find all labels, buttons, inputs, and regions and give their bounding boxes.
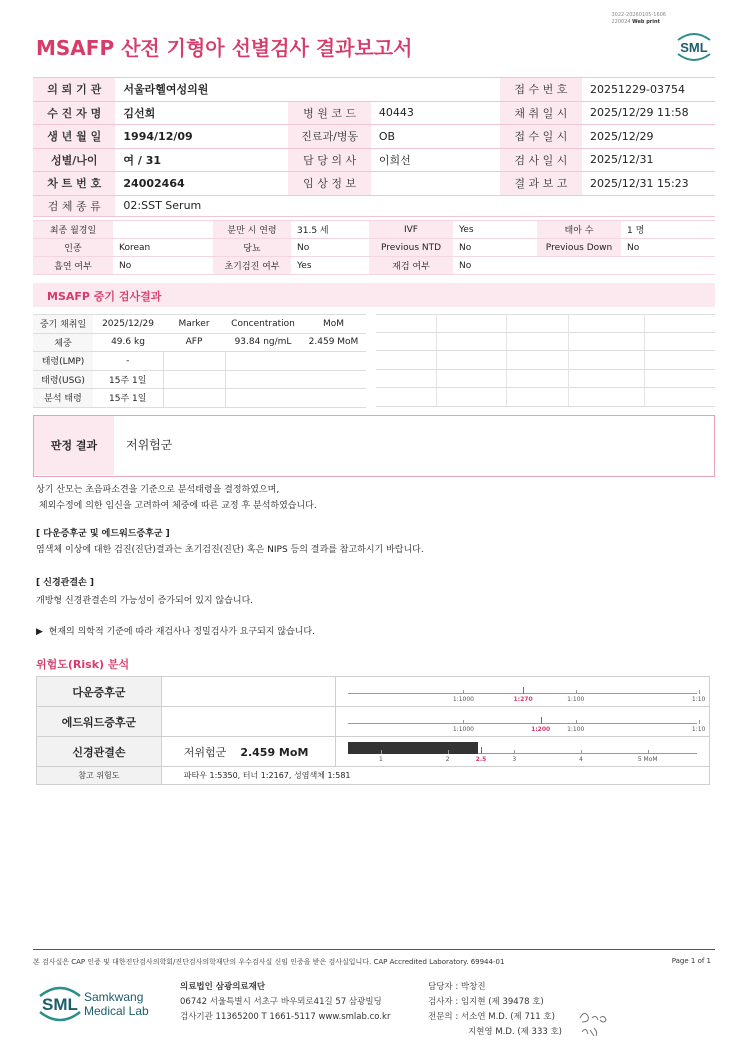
grid-line	[376, 350, 715, 351]
report-code-line: 3022-20260105-1606	[611, 12, 666, 18]
info-label: 검 사 일 시	[500, 148, 582, 172]
info-label: 수 진 자 명	[33, 101, 115, 125]
clinical-value: No	[453, 239, 537, 257]
info-value: 2025/12/31 15:23	[582, 172, 715, 196]
risk-graph	[335, 677, 709, 707]
comment-line: 상기 산모는 초음파소견을 기준으로 분석태령을 결정하였으며,	[36, 485, 280, 495]
scale-tick	[648, 750, 649, 754]
org-contact: 검사기관 11365200 T 1661-5117 www.smlab.co.kr	[180, 1012, 391, 1022]
risk-scale	[348, 707, 706, 736]
org-address: 06742 서울특별시 서초구 바우뫼로41길 57 삼광빌딩	[180, 997, 382, 1007]
clinical-label: 인종	[33, 239, 113, 257]
specimen-value: 02:SST Serum	[115, 195, 715, 216]
page-title: MSAFP 산전 기형아 선별검사 결과보고서	[36, 36, 413, 60]
results-cell: -	[93, 352, 163, 371]
clinical-label: 당뇨	[213, 239, 291, 257]
footer-logo	[36, 982, 176, 1030]
scale-axis	[348, 723, 697, 724]
clinical-value	[113, 221, 213, 239]
info-value: 24002464	[115, 172, 288, 196]
clinical-label: Previous NTD	[369, 239, 453, 257]
mom-bar	[348, 742, 479, 754]
info-value: 이희선	[371, 148, 500, 172]
clinical-value: No	[621, 239, 715, 257]
clinical-value: Yes	[453, 221, 537, 239]
grid-line	[568, 314, 569, 406]
scale-tick-label: 1:1000	[452, 726, 474, 733]
down-title: [ 다운증후군 및 에드워드증후군 ]	[36, 529, 170, 539]
info-value: 서울라헬여성의원	[115, 78, 499, 102]
scale-tick-label: 1:1000	[452, 696, 474, 703]
results-cell: 중기 채취일	[33, 315, 93, 334]
ref-value: 파타우 1:5350, 터너 1:2167, 성염색체 1:581	[161, 767, 709, 785]
clinical-value: No	[453, 257, 537, 275]
risk-result	[161, 737, 335, 767]
info-label: 병 원 코 드	[288, 101, 370, 125]
risk-scale	[348, 677, 706, 706]
info-value: 2025/12/29 11:58	[582, 101, 715, 125]
note-text: ▶ 현재의 의학적 기준에 따라 재검사나 정밀검사가 요구되지 않습니다.	[36, 627, 315, 637]
risk-title: 위험도(Risk) 분석	[36, 658, 130, 671]
results-cell: Marker	[163, 315, 225, 334]
clinical-value: Yes	[291, 257, 369, 275]
grid-line	[436, 314, 437, 406]
verdict-value: 저위험군	[126, 438, 173, 452]
info-label: 결 과 보 고	[500, 172, 582, 196]
org-info	[180, 980, 390, 1025]
sml-logo-text: SML	[680, 40, 708, 55]
info-label: 채 취 일 시	[500, 101, 582, 125]
info-label: 접 수 번 호	[500, 78, 582, 102]
staff-line: 지현영 M.D. (제 333 호)	[468, 1027, 563, 1037]
clinical-value: Korean	[113, 239, 213, 257]
info-label: 담 당 의 사	[288, 148, 370, 172]
staff-line: 전문의 : 서소연 M.D. (제 711 호)	[428, 1012, 555, 1022]
scale-tick	[481, 747, 482, 754]
risk-graph	[335, 707, 709, 737]
info-label: 진료과/병동	[288, 125, 370, 149]
info-label: 차 트 번 호	[33, 172, 115, 196]
patient-info-table	[33, 77, 715, 217]
results-cell: 93.84 ng/mL	[225, 333, 301, 352]
specimen-label: 검 체 종 류	[33, 195, 115, 216]
results-cell: 태령(USG)	[33, 370, 93, 389]
results-cell: 49.6 kg	[93, 333, 163, 352]
results-cell: AFP	[163, 333, 225, 352]
results-cell	[225, 352, 301, 371]
clinical-value	[621, 257, 715, 275]
staff-info	[428, 980, 562, 1040]
clinical-value: 31.5 세	[291, 221, 369, 239]
section-title: MSAFP 중기 검사결과	[33, 283, 715, 307]
scale-tick-label: 1:100	[567, 726, 585, 733]
scale-tick	[381, 750, 382, 754]
scale-tick	[523, 687, 524, 694]
risk-result	[161, 707, 335, 737]
results-row	[33, 389, 366, 408]
scale-tick-label: 1:10	[691, 726, 706, 733]
scale-tick	[463, 720, 464, 724]
scale-tick-label: 1:100	[567, 696, 585, 703]
mom-scale	[348, 737, 697, 766]
clinical-info-table	[33, 220, 715, 275]
results-row	[33, 370, 366, 389]
sml-footer-logo-text: SML	[42, 995, 78, 1014]
results-cell: MoM	[301, 315, 366, 334]
info-row	[33, 148, 715, 172]
info-label: 접 수 일 시	[500, 125, 582, 149]
clinical-value: No	[113, 257, 213, 275]
scale-tick-label: 3	[512, 756, 517, 763]
grid-line	[376, 387, 715, 388]
ntd-title: [ 신경관결손 ]	[36, 578, 94, 588]
risk-result	[161, 677, 335, 707]
sml-footer-logo-icon	[36, 982, 176, 1026]
grid-line	[376, 332, 715, 333]
down-text: 염색체 이상에 대한 검진(진단)결과는 초기검진(진단) 혹은 NIPS 등의 결과를 참고하시기 바랍니다.	[36, 545, 424, 555]
clinical-label: 재검 여부	[369, 257, 453, 275]
staff-line: 담당자 : 박창진	[428, 982, 486, 992]
info-row	[33, 78, 715, 102]
results-cell: 태령(LMP)	[33, 352, 93, 371]
info-row	[33, 195, 715, 216]
scale-tick	[463, 690, 464, 694]
results-cell: 분석 태령	[33, 389, 93, 408]
info-row	[33, 125, 715, 149]
results-cell: 체중	[33, 333, 93, 352]
results-cell	[301, 352, 366, 371]
risk-row	[37, 677, 710, 707]
scale-tick	[541, 717, 542, 724]
results-cell: Concentration	[225, 315, 301, 334]
results-row	[33, 315, 366, 334]
scale-tick	[699, 690, 700, 694]
risk-label: 에드워드증후군	[37, 707, 162, 737]
info-value: 김선희	[115, 101, 288, 125]
info-label: 생 년 월 일	[33, 125, 115, 149]
scale-tick	[576, 690, 577, 694]
risk-row	[37, 707, 710, 737]
info-label: 성별/나이	[33, 148, 115, 172]
info-row	[33, 101, 715, 125]
footer-divider	[33, 949, 715, 950]
signature-icon	[576, 1008, 616, 1038]
report-code	[611, 12, 666, 26]
scale-tick	[576, 720, 577, 724]
risk-table	[36, 676, 710, 785]
risk-result-value: 2.459 MoM	[240, 745, 309, 759]
scale-tick-label: 1	[379, 756, 383, 763]
results-cell: 15주 1일	[93, 389, 163, 408]
staff-line: 검사자 : 임지현 (제 39478 호)	[428, 997, 544, 1007]
scale-tick-label: 1:270	[513, 696, 533, 703]
results-cell	[163, 370, 225, 389]
risk-label: 다운증후군	[37, 677, 162, 707]
info-value: 20251229-03754	[582, 78, 715, 102]
info-label: 의 뢰 기 관	[33, 78, 115, 102]
risk-row	[37, 737, 710, 767]
web-print-label: Web print	[632, 19, 660, 25]
risk-ref-row	[37, 767, 710, 785]
results-row	[33, 333, 366, 352]
comment-line: 체외수정에 의한 임신을 고려하여 체중에 따른 교정 후 분석하였습니다.	[36, 501, 317, 511]
grid-line	[644, 314, 645, 406]
clinical-label: 흡연 여부	[33, 257, 113, 275]
results-cell	[163, 352, 225, 371]
logo-name-line2: Medical Lab	[84, 1004, 149, 1018]
scale-tick	[514, 750, 515, 754]
scale-tick-label: 1:10	[691, 696, 706, 703]
verdict-label: 판정 결과	[34, 416, 114, 475]
info-value: 40443	[371, 101, 500, 125]
clinical-label: 태아 수	[537, 221, 621, 239]
clinical-value: No	[291, 239, 369, 257]
clinical-label: 분만 시 연령	[213, 221, 291, 239]
risk-label: 신경관결손	[37, 737, 162, 767]
clinical-label	[537, 257, 621, 275]
grid-line	[376, 369, 715, 370]
grid-line	[376, 314, 715, 315]
scale-tick	[699, 720, 700, 724]
clinical-label: IVF	[369, 221, 453, 239]
clinical-label: Previous Down	[537, 239, 621, 257]
footer-note: 본 검사실은 CAP 인증 및 대한진단검사의학회/진단검사의학재단의 우수검사실 신임 인증을 받은 검사실입니다. CAP Accredited Laboratory. 69944-01	[33, 958, 505, 966]
clinical-label: 최종 월경일	[33, 221, 113, 239]
info-value: OB	[371, 125, 500, 149]
results-cell	[301, 389, 366, 408]
clinical-row	[33, 239, 715, 257]
clinical-row	[33, 221, 715, 239]
org-name: 의료법인 삼광의료재단	[180, 982, 266, 992]
results-cell	[163, 389, 225, 408]
clinical-value: 1 명	[621, 221, 715, 239]
results-cell	[225, 370, 301, 389]
clinical-row	[33, 257, 715, 275]
results-table	[33, 314, 366, 408]
scale-tick-label: 4	[579, 756, 583, 763]
clinical-label: 초기검진 여부	[213, 257, 291, 275]
risk-result-text: 저위험군	[183, 745, 227, 759]
results-cell	[301, 370, 366, 389]
info-value: 2025/12/31	[582, 148, 715, 172]
info-label: 임 상 정 보	[288, 172, 370, 196]
grid-line	[506, 314, 507, 406]
scale-tick	[448, 750, 449, 754]
ntd-text: 개방형 신경관결손의 가능성이 증가되어 있지 않습니다.	[36, 596, 254, 606]
signature	[576, 1008, 616, 1043]
verdict-box	[33, 415, 715, 477]
risk-graph	[335, 737, 709, 767]
results-row	[33, 352, 366, 371]
info-row	[33, 172, 715, 196]
scale-tick-label: 2	[445, 756, 450, 763]
report-code-id: 220024	[611, 19, 631, 25]
info-value: 2025/12/29	[582, 125, 715, 149]
results-cell	[225, 389, 301, 408]
logo-name-line1: Samkwang	[84, 990, 144, 1004]
info-value: 여 / 31	[115, 148, 288, 172]
scale-tick-label: 1:200	[531, 726, 551, 733]
scale-tick	[581, 750, 582, 754]
results-cell: 15주 1일	[93, 370, 163, 389]
results-cell: 2.459 MoM	[301, 333, 366, 352]
grid-line	[376, 406, 715, 407]
scale-tick-label: 2.5	[475, 756, 487, 763]
scale-tick-label: 5 MoM	[637, 756, 658, 763]
info-value: 1994/12/09	[115, 125, 288, 149]
results-cell: 2025/12/29	[93, 315, 163, 334]
ref-label: 참고 위험도	[37, 767, 162, 785]
page-number: Page 1 of 1	[671, 957, 711, 965]
sml-logo-icon	[674, 28, 714, 62]
info-value	[371, 172, 500, 196]
